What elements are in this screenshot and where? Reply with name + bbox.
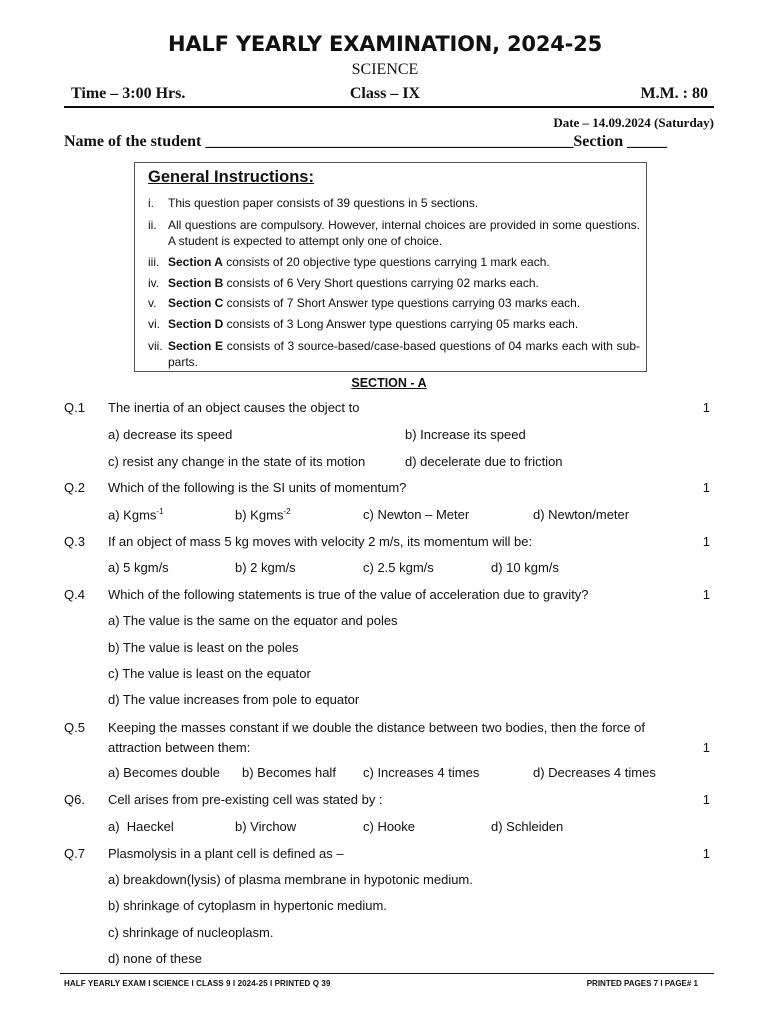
instruction-text <box>168 275 640 291</box>
option-c: c) resist any change in the state of its motion <box>108 454 366 469</box>
question-number: Q6. <box>64 792 85 807</box>
section-name: Section A <box>168 255 223 269</box>
instruction-number: ii. <box>148 218 157 232</box>
question-text: Keeping the masses constant if we double the distance between two bodies, then the force of <box>108 720 645 735</box>
instruction-number: iii. <box>148 255 160 269</box>
question-text-continued: attraction between them: <box>108 740 251 755</box>
question-number: Q.4 <box>64 587 85 602</box>
instruction-text: This question paper consists of 39 questions in 5 sections. <box>168 196 479 210</box>
option-b: b) 2 kgm/s <box>235 560 296 575</box>
instruction-text <box>168 316 640 332</box>
instruction-detail: consists of 20 objective type questions carrying 1 mark each. <box>222 255 550 269</box>
option-b <box>235 507 291 522</box>
option-a: a) decrease its speed <box>108 427 233 442</box>
option-d: d) Decreases 4 times <box>533 765 656 780</box>
option-exponent: -2 <box>283 507 291 516</box>
option-text: b) Kgms <box>235 507 284 523</box>
instruction-number: i. <box>148 196 154 210</box>
option-c: c) Newton – Meter <box>363 507 470 522</box>
question-text: If an object of mass 5 kg moves with velocity 2 m/s, its momentum will be: <box>108 534 533 549</box>
option-a: a) 5 kgm/s <box>108 560 169 575</box>
question-marks: 1 <box>702 792 710 807</box>
instruction-number: iv. <box>148 276 160 290</box>
question-text: Which of the following is the SI units of momentum? <box>108 480 407 495</box>
instruction-item <box>148 338 640 370</box>
max-marks: M.M. : 80 <box>640 85 708 102</box>
class-label: Class – IX <box>349 85 421 102</box>
instruction-item <box>148 254 640 270</box>
instructions-title: General Instructions: <box>148 168 314 186</box>
instruction-detail: consists of 7 Short Answer type questions carrying 03 marks each. <box>223 296 581 310</box>
question-number: Q.2 <box>64 480 85 495</box>
section-name: Section D <box>168 317 224 331</box>
instruction-number: v. <box>148 296 157 310</box>
option-exponent: -1 <box>156 507 164 516</box>
option-b: b) shrinkage of cytoplasm in hypertonic medium. <box>108 898 387 913</box>
instruction-detail: consists of 6 Very Short questions carrying 02 marks each. <box>223 276 539 290</box>
student-name-field[interactable]: Name of the student ______________________________________________Section _____ <box>64 133 668 150</box>
subject-name: SCIENCE <box>351 61 419 78</box>
option-c: c) shrinkage of nucleoplasm. <box>108 925 274 940</box>
option-a: a) Becomes double <box>108 765 221 780</box>
option-c: c) The value is least on the equator <box>108 666 311 681</box>
question-marks: 1 <box>702 480 710 495</box>
footer-page-info: PRINTED PAGES 7 I PAGE# 1 <box>586 979 698 988</box>
section-name: Section E <box>168 339 224 353</box>
question-text: Which of the following statements is true of the value of acceleration due to gravity? <box>108 587 589 602</box>
instruction-text <box>168 295 640 311</box>
question-number: Q.3 <box>64 534 85 549</box>
instruction-item <box>148 275 640 291</box>
option-b: b) Becomes half <box>242 765 336 780</box>
question-text: Cell arises from pre-existing cell was stated by : <box>108 792 383 807</box>
instruction-item <box>148 217 640 249</box>
question-marks: 1 <box>702 400 710 415</box>
section-name: Section C <box>168 296 224 310</box>
option-d: d) Schleiden <box>491 819 564 834</box>
option-b: b) Virchow <box>235 819 297 834</box>
question-number: Q.7 <box>64 846 85 861</box>
question-text: The inertia of an object causes the object to <box>108 400 360 415</box>
option-a: a) The value is the same on the equator and poles <box>108 613 398 628</box>
option-c: c) 2.5 kgm/s <box>363 560 434 575</box>
exam-date: Date – 14.09.2024 (Saturday) <box>553 115 714 130</box>
instruction-text: All questions are compulsory. However, internal choices are provided in some questions. A student is expected to attempt only one of choice. <box>168 218 640 248</box>
exam-title: HALF YEARLY EXAMINATION, 2024-25 <box>167 32 602 56</box>
option-d: d) 10 kgm/s <box>491 560 559 575</box>
instruction-item <box>148 295 640 311</box>
option-a: a) breakdown(lysis) of plasma membrane in hypotonic medium. <box>108 872 473 887</box>
instruction-number: vii. <box>148 339 163 353</box>
question-marks: 1 <box>702 740 710 755</box>
option-c: c) Increases 4 times <box>363 765 480 780</box>
header-divider <box>64 106 714 108</box>
footer-divider <box>60 973 714 974</box>
instruction-item <box>148 195 640 211</box>
question-marks: 1 <box>702 846 710 861</box>
question-marks: 1 <box>702 534 710 549</box>
option-a: a) Haeckel <box>108 819 174 834</box>
instruction-number: vi. <box>148 317 160 331</box>
option-a <box>108 507 164 522</box>
option-d: d) none of these <box>108 951 202 966</box>
option-b: b) The value is least on the poles <box>108 640 299 655</box>
footer-exam-info: HALF YEARLY EXAM I SCIENCE I CLASS 9 I 2024-25 I PRINTED Q 39 <box>64 979 331 988</box>
exam-duration: Time – 3:00 Hrs. <box>71 85 186 102</box>
question-text: Plasmolysis in a plant cell is defined as – <box>108 846 344 861</box>
instruction-text <box>168 338 640 370</box>
instruction-detail: consists of 3 Long Answer type questions carrying 05 marks each. <box>223 317 579 331</box>
option-c: c) Hooke <box>363 819 416 834</box>
question-marks: 1 <box>702 587 710 602</box>
option-b: b) Increase its speed <box>405 427 526 442</box>
instruction-detail: consists of 3 source-based/case-based questions of 04 marks each with sub-parts. <box>168 339 640 369</box>
section-name: Section B <box>168 276 224 290</box>
question-number: Q.1 <box>64 400 85 415</box>
question-number: Q.5 <box>64 720 85 735</box>
section-heading: SECTION - A <box>351 376 427 390</box>
option-d: d) Newton/meter <box>533 507 630 522</box>
instruction-text <box>168 254 640 270</box>
option-d: d) decelerate due to friction <box>405 454 563 469</box>
option-text: a) Kgms <box>108 507 157 523</box>
option-d: d) The value increases from pole to equator <box>108 692 360 707</box>
instruction-item <box>148 316 640 332</box>
